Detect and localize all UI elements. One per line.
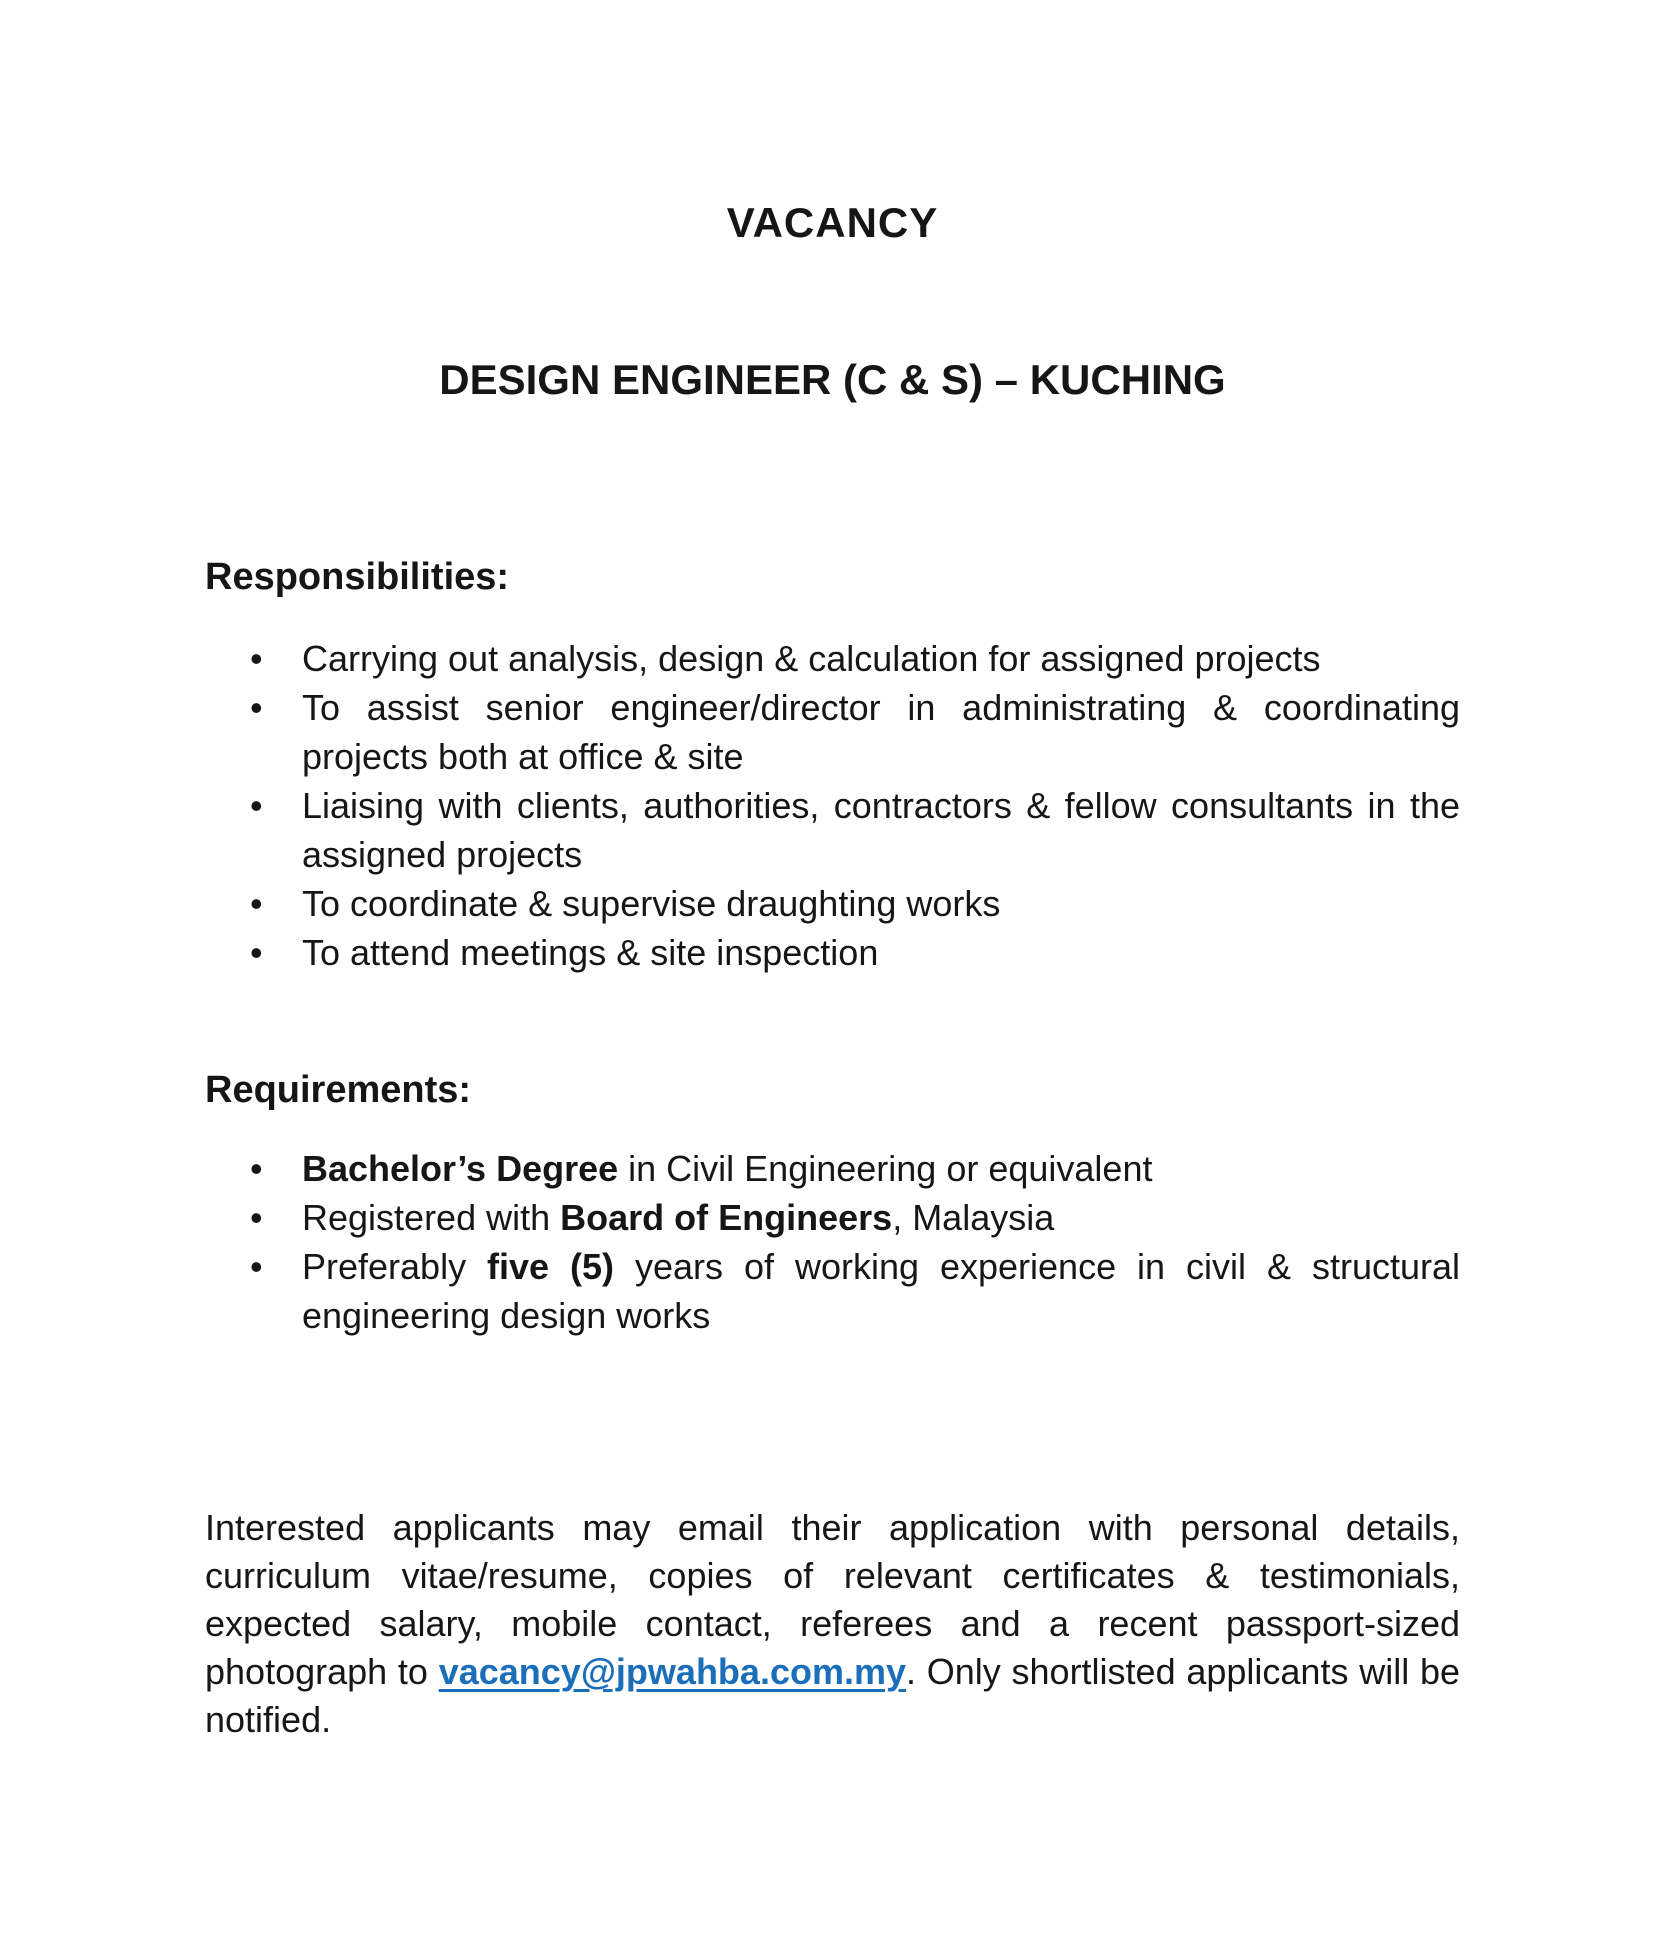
closing-text-after: . Only shortlisted applicants will be notified. [205, 1651, 1460, 1740]
list-item: • To coordinate & supervise draughting works [302, 879, 1460, 928]
email-link[interactable]: vacancy@jpwahba.com.my [438, 1651, 906, 1692]
closing-text-before: Interested applicants may email their application with personal details, curriculum vitae/resume, copies of relevant certificates & testimonials, expected salary, mobile contact, referees and a recent passport-sized photograph to [205, 1507, 1460, 1692]
requirement-bold-text: Bachelor’s Degree [302, 1148, 619, 1189]
list-item: • To attend meetings & site inspection [302, 928, 1460, 977]
requirement-text: in Civil Engineering or equivalent [618, 1148, 1153, 1189]
requirement-text: Registered with [302, 1197, 561, 1238]
job-title: DESIGN ENGINEER (C & S) – KUCHING [439, 356, 1226, 403]
closing-paragraph [205, 1504, 1460, 1744]
list-item: • To assist senior engineer/director in administrating & coordinating projects both at office & site [302, 683, 1460, 781]
responsibilities-list [205, 634, 1460, 977]
list-item [302, 1144, 1460, 1193]
requirement-bold-text: Board of Engineers [560, 1197, 893, 1238]
list-item [302, 1242, 1460, 1340]
requirement-bold-text: five (5) [487, 1246, 615, 1287]
list-item: • Carrying out analysis, design & calculation for assigned projects [302, 634, 1460, 683]
list-item: • Liaising with clients, authorities, contractors & fellow consultants in the assigned projects [302, 781, 1460, 879]
responsibilities-heading: Responsibilities: [205, 556, 510, 598]
requirement-text: Preferably [302, 1246, 488, 1287]
list-item [302, 1193, 1460, 1242]
page-title: VACANCY [726, 199, 939, 246]
requirements-heading: Requirements: [205, 1069, 472, 1111]
requirements-list [205, 1144, 1460, 1340]
requirement-text: , Malaysia [892, 1197, 1055, 1238]
requirement-text: years of working experience in civil & structural engineering design works [302, 1246, 1460, 1336]
